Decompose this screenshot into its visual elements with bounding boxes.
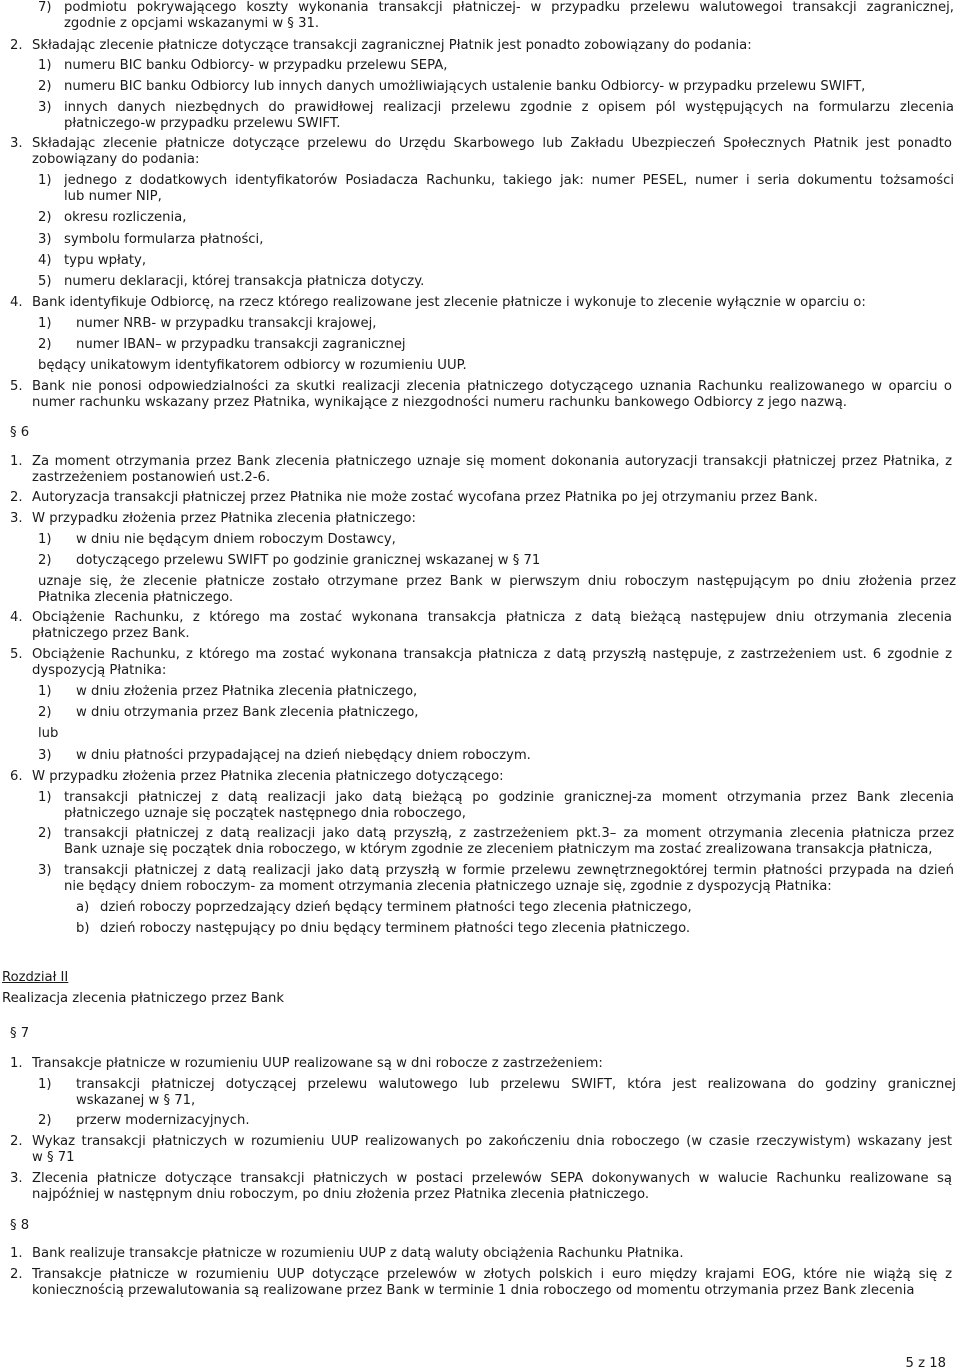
text-line: Obciążenie Rachunku, z którego ma zostać wykonana transakcja płatnicza z datą przyszłą następuje, z zastrzeżeniem ust. 6 zgodnie z — [32, 647, 952, 662]
list-marker: 1. — [10, 1056, 23, 1071]
paragraph — [32, 1056, 952, 1072]
list-marker: 3. — [10, 511, 23, 526]
text-line: okresu rozliczenia, — [64, 210, 187, 225]
text-line: transakcji płatniczej dotyczącej przelewu walutowego lub przelewu SWIFT, która jest realizowana do godziny granicznej — [76, 1077, 956, 1092]
paragraph — [32, 38, 952, 54]
text-line: lub — [38, 726, 59, 741]
list-marker: 3. — [10, 1171, 23, 1186]
text-line: zobowiązany do podania: — [32, 152, 200, 167]
text-line: transakcji płatniczej z datą realizacji jako datą przyszłą w formie przelewu zewnętrznegoktórej termin płatności przypada na dzień — [64, 863, 954, 878]
text-line: transakcji płatniczej z datą realizacji jako datą bieżącą po godzinie granicznej-za moment otrzymania przez Bank zlecenia — [64, 790, 954, 805]
text-line: Wykaz transakcji płatniczych w rozumieniu UUP realizowanych po zakończeniu dnia roboczego (w czasie rzeczywistym) wskazany jest — [32, 1134, 952, 1149]
list-marker: 3) — [38, 748, 52, 763]
list-marker: 1) — [38, 532, 52, 547]
text-line: typu wpłaty, — [64, 253, 147, 268]
paragraph — [76, 532, 956, 548]
paragraph — [32, 454, 952, 486]
paragraph — [76, 748, 956, 764]
text-line: Transakcje płatnicze w rozumieniu UUP realizowane są w dni robocze z zastrzeżeniem: — [32, 1056, 603, 1071]
text-line: podmiotu pokrywającego koszty wykonania transakcji płatniczej- w przypadku przelewu walutowegoi transakcji zagranicznej, — [64, 0, 954, 15]
list-marker: 5) — [38, 274, 52, 289]
paragraph — [64, 58, 954, 74]
paragraph — [32, 1246, 952, 1262]
paragraph — [32, 511, 952, 527]
text-line: dyspozycją Płatnika: — [32, 663, 167, 678]
paragraph — [38, 574, 956, 606]
paragraph — [32, 610, 952, 642]
text-line: w dniu nie będącym dniem roboczym Dostawcy, — [76, 532, 396, 547]
paragraph — [64, 863, 954, 895]
paragraph — [64, 0, 954, 32]
text-line: symbolu formularza płatności, — [64, 232, 264, 247]
paragraph — [64, 274, 954, 290]
paragraph — [2, 970, 502, 986]
text-line: zastrzeżeniem postanowień ust.2-6. — [32, 470, 271, 485]
list-marker: 3) — [38, 232, 52, 247]
list-marker: 3) — [38, 100, 52, 115]
text-line: najpóźniej w następnym dniu roboczym, po dniu złożenia przez Płatnika zlecenia płatniczego. — [32, 1187, 650, 1202]
text-line: dzień roboczy następujący po dniu będący terminem płatności tego zlecenia płatniczego. — [100, 921, 691, 936]
list-marker: 2) — [38, 826, 52, 841]
text-line: w dniu płatności przypadającej na dzień niebędący dniem roboczym. — [76, 748, 531, 763]
section-heading: § 6 — [10, 425, 30, 440]
paragraph — [100, 900, 960, 916]
text-line: innych danych niezbędnych do prawidłowej realizacji przelewu zgodnie z opisem pól występujących na formularzu zlecenia — [64, 100, 954, 115]
text-line: numeru BIC banku Odbiorcy lub innych danych umożliwiających ustalenie banku Odbiorcy- w przypadku przelewu SWIFT, — [64, 79, 866, 94]
list-marker: 7) — [38, 0, 52, 15]
paragraph — [76, 684, 956, 700]
list-marker: 3. — [10, 136, 23, 151]
paragraph — [64, 100, 954, 132]
list-marker: 1) — [38, 173, 52, 188]
paragraph — [76, 337, 956, 353]
list-marker: 2) — [38, 210, 52, 225]
paragraph — [32, 136, 952, 168]
text-line: numeru deklaracji, której transakcja płatnicza dotyczy. — [64, 274, 425, 289]
text-line: numer IBAN– w przypadku transakcji zagranicznej — [76, 337, 406, 352]
list-marker: 2) — [38, 553, 52, 568]
paragraph — [32, 490, 952, 506]
list-marker: 2) — [38, 705, 52, 720]
list-marker: 2) — [38, 79, 52, 94]
text-line: Zlecenia płatnicze dotyczące transakcji płatniczych w postaci przelewów SEPA dokonywanych w walucie Rachunku realizowane są — [32, 1171, 952, 1186]
list-marker: 2) — [38, 337, 52, 352]
text-line: numer rachunku wskazany przez Płatnika, wynikające z niezgodności numeru rachunku bankowego Odbiorcy z jego nazwą. — [32, 395, 847, 410]
list-marker: 3) — [38, 863, 52, 878]
text-line: Bank realizuje transakcje płatnicze w rozumieniu UUP z datą waluty obciążenia Rachunku Płatnika. — [32, 1246, 684, 1261]
text-line: wskazanej w § 71, — [76, 1093, 196, 1108]
list-marker: 2) — [38, 1113, 52, 1128]
paragraph — [76, 1113, 956, 1129]
text-line: Składając zlecenie płatnicze dotyczące transakcji zagranicznej Płatnik jest ponadto zobowiązany do podania: — [32, 38, 752, 53]
text-line: Bank nie ponosi odpowiedzialności za skutki realizacji zlecenia płatniczego dotyczącego uznania Rachunku realizowanego w oparciu o — [32, 379, 952, 394]
list-marker: 5. — [10, 647, 23, 662]
text-line: dzień roboczy poprzedzający dzień będący terminem płatności tego zlecenia płatniczego, — [100, 900, 692, 915]
text-line: Rozdział II — [2, 970, 69, 985]
list-marker: 5. — [10, 379, 23, 394]
list-marker: 2. — [10, 1267, 23, 1282]
paragraph — [32, 1134, 952, 1166]
text-line: numeru BIC banku Odbiorcy- w przypadku przelewu SEPA, — [64, 58, 448, 73]
section-heading: § 8 — [10, 1218, 30, 1233]
list-marker: b) — [76, 921, 90, 936]
text-line: jednego z dodatkowych identyfikatorów Posiadacza Rachunku, takiego jak: numer PESEL, numer i seria dokumentu tożsamości — [64, 173, 954, 188]
text-line: lub numer NIP, — [64, 189, 162, 204]
text-line: transakcji płatniczej z datą realizacji jako datą przyszłą, z zastrzeżeniem pkt.3– za moment otrzymania zlecenia płatnicza przez — [64, 826, 954, 841]
text-line: Bank identyfikuje Odbiorcę, na rzecz którego realizowane jest zlecenie płatnicze i wykonuje to zlecenie wyłącznie w oparciu o: — [32, 295, 866, 310]
text-line: uznaje się, że zlecenie płatnicze zostało otrzymane przez Bank w pierwszym dniu roboczym następującym po dniu złożenia przez — [38, 574, 956, 589]
text-line: Płatnika zlecenia płatniczego. — [38, 590, 234, 605]
paragraph — [76, 1077, 956, 1109]
list-marker: 1) — [38, 58, 52, 73]
text-line: koniecznością przewalutowania są realizowane przez Bank w terminie 1 dnia roboczego od momentu otrzymania przez Bank zlecenia — [32, 1283, 915, 1298]
text-line: Składając zlecenie płatnicze dotyczące przelewu do Urzędu Skarbowego lub Zakładu Ubezpieczeń Społecznych Płatnik jest ponadto — [32, 136, 952, 151]
paragraph — [76, 553, 956, 569]
list-marker: 4. — [10, 610, 23, 625]
text-line: W przypadku złożenia przez Płatnika zlecenia płatniczego dotyczącego: — [32, 769, 504, 784]
list-marker: 1) — [38, 790, 52, 805]
paragraph — [38, 358, 918, 374]
paragraph — [64, 210, 954, 226]
paragraph — [32, 1267, 952, 1299]
text-line: płatniczego uznaje się początek następnego dnia roboczego, — [64, 806, 466, 821]
text-line: Obciążenie Rachunku, z którego ma zostać wykonana transakcja płatnicza z datą bieżącą następujew dniu otrzymania zlecenia — [32, 610, 952, 625]
list-marker: 4) — [38, 253, 52, 268]
list-marker: 1. — [10, 454, 23, 469]
list-marker: 1) — [38, 1077, 52, 1092]
text-line: nie będący dniem roboczym- za moment otrzymania zlecenia płatniczego uznaje się, zgodnie z dyspozycją Płatnika: — [64, 879, 832, 894]
section-heading: § 7 — [10, 1026, 30, 1041]
list-marker: 4. — [10, 295, 23, 310]
text-line: płatniczego-w przypadku przelewu SWIFT. — [64, 116, 341, 131]
paragraph — [64, 253, 954, 269]
text-line: w dniu złożenia przez Płatnika zlecenia płatniczego, — [76, 684, 418, 699]
list-marker: 2. — [10, 38, 23, 53]
paragraph — [32, 295, 952, 311]
paragraph — [76, 705, 956, 721]
page-number: 5 z 18 — [905, 1356, 946, 1371]
paragraph — [32, 647, 952, 679]
text-line: Transakcje płatnicze w rozumieniu UUP dotyczące przelewów w złotych polskich i euro między krajami EOG, które nie wiążą się z — [32, 1267, 952, 1282]
paragraph — [64, 173, 954, 205]
text-line: przerw modernizacyjnych. — [76, 1113, 250, 1128]
paragraph — [64, 232, 954, 248]
paragraph — [38, 726, 918, 742]
list-marker: 1. — [10, 1246, 23, 1261]
text-line: W przypadku złożenia przez Płatnika zlecenia płatniczego: — [32, 511, 416, 526]
list-marker: 2. — [10, 490, 23, 505]
text-line: Autoryzacja transakcji płatniczej przez Płatnika nie może zostać wycofana przez Płatnika po jej otrzymaniu przez Bank. — [32, 490, 818, 505]
text-line: w § 71 — [32, 1150, 75, 1165]
paragraph — [64, 790, 954, 822]
list-marker: 1) — [38, 684, 52, 699]
list-marker: 1) — [38, 316, 52, 331]
text-line: Bank uznaje się początek dnia roboczego, w którym zgodnie ze zleceniem płatniczym ma zostać zrealizowana transakcja płatnicza, — [64, 842, 933, 857]
paragraph — [64, 79, 954, 95]
text-line: będący unikatowym identyfikatorem odbiorcy w rozumieniu UUP. — [38, 358, 467, 373]
text-line: dotyczącego przelewu SWIFT po godzinie granicznej wskazanej w § 71 — [76, 553, 541, 568]
text-line: zgodnie z opcjami wskazanymi w § 31. — [64, 16, 320, 31]
text-line: Za moment otrzymania przez Bank zlecenia płatniczego uznaje się moment dokonania autoryzacji transakcji płatniczej przez Płatnika, z — [32, 454, 952, 469]
paragraph — [76, 316, 956, 332]
paragraph — [2, 991, 502, 1007]
paragraph — [100, 921, 960, 937]
text-line: Realizacja zlecenia płatniczego przez Bank — [2, 991, 285, 1006]
paragraph — [64, 826, 954, 858]
paragraph — [32, 379, 952, 411]
paragraph — [32, 1171, 952, 1203]
text-line: numer NRB- w przypadku transakcji krajowej, — [76, 316, 377, 331]
list-marker: 2. — [10, 1134, 23, 1149]
paragraph — [32, 769, 952, 785]
text-line: w dniu otrzymania przez Bank zlecenia płatniczego, — [76, 705, 419, 720]
list-marker: a) — [76, 900, 90, 915]
list-marker: 6. — [10, 769, 23, 784]
text-line: płatniczego przez Bank. — [32, 626, 190, 641]
